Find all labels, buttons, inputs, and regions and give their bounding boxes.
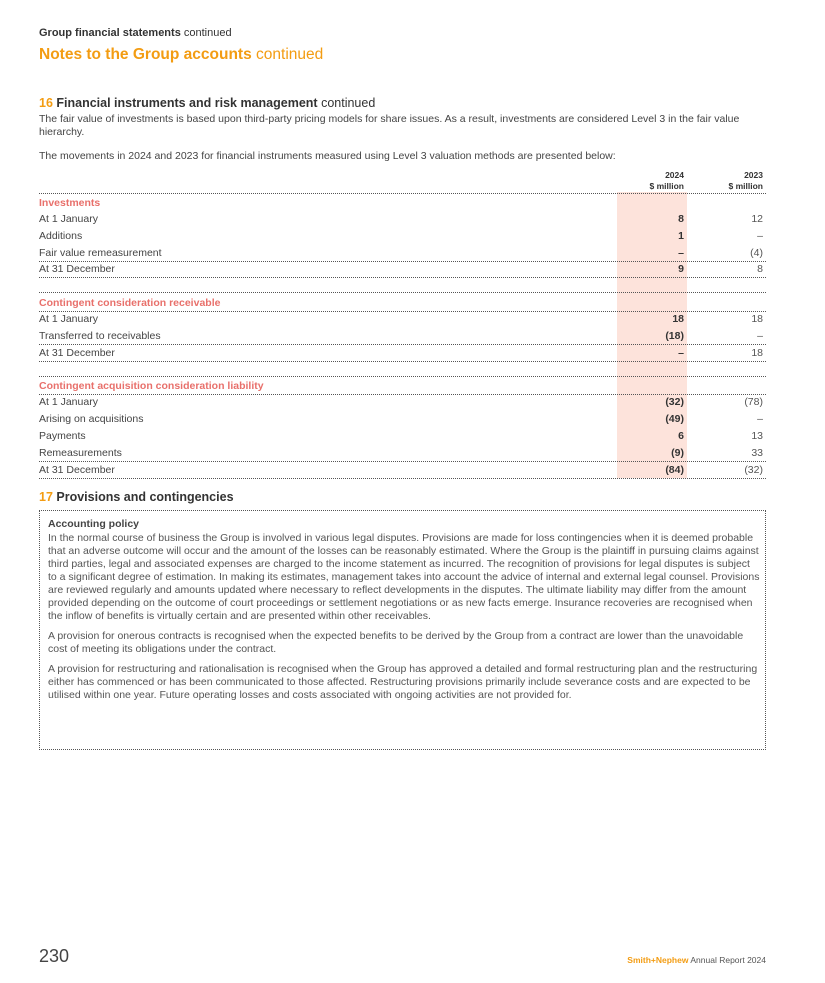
page-title [39, 46, 323, 64]
value-2024: – [678, 347, 684, 359]
row-label: At 1 January [39, 396, 98, 408]
row-label: Additions [39, 230, 83, 242]
note-17-number: 17 [39, 490, 53, 504]
column-2024-year: 2024 [665, 170, 684, 180]
group-heading-investments [39, 195, 766, 212]
group-heading-contingent-receivable [39, 295, 766, 312]
value-2023: 33 [751, 447, 763, 459]
value-2024: 6 [678, 430, 684, 442]
row-label: At 1 January [39, 313, 98, 325]
value-2023: 18 [751, 313, 763, 325]
divider [39, 478, 766, 479]
row-label: Fair value remeasurement [39, 247, 162, 259]
row-label: Investments [39, 197, 101, 209]
table-row [39, 394, 766, 411]
accounting-policy-box [39, 510, 766, 750]
note-16-title: Financial instruments and risk management [56, 96, 318, 110]
value-2024: (32) [665, 396, 684, 408]
column-2023-unit: $ million [728, 181, 763, 191]
value-2023: (4) [750, 247, 763, 259]
value-2024: 9 [678, 263, 684, 275]
column-header-2024 [617, 170, 684, 192]
page-number: 230 [39, 946, 70, 966]
divider [39, 292, 766, 293]
table-row [39, 411, 766, 428]
note-16-paragraph-1: The fair value of investments is based upon third-party pricing models for share issues. As a result, investments are considered Level 3 in the fair value hierarchy. [39, 113, 740, 138]
column-header-2023 [697, 170, 763, 192]
value-2024: – [678, 247, 684, 259]
accounting-policy-heading: Accounting policy [48, 518, 140, 530]
section-continued: continued [183, 27, 232, 39]
value-2023: 13 [751, 430, 763, 442]
note-16-heading [39, 96, 375, 110]
table-row-total [39, 261, 766, 278]
row-label: At 31 December [39, 347, 115, 359]
group-heading-contingent-liability [39, 378, 766, 395]
page-title-continued: continued [256, 46, 324, 63]
brand-name: Smith+Nephew [627, 955, 689, 965]
value-2024: (18) [665, 330, 684, 342]
table-row [39, 245, 766, 262]
value-2024: 18 [672, 313, 684, 325]
table-row [39, 445, 766, 462]
row-label: Arising on acquisitions [39, 413, 144, 425]
divider [39, 376, 766, 377]
table-row [39, 328, 766, 345]
divider [39, 277, 766, 278]
section-header [39, 27, 232, 39]
row-label: Contingent consideration receivable [39, 297, 221, 309]
row-label: At 1 January [39, 213, 98, 225]
table-row [39, 228, 766, 245]
policy-paragraph-1: In the normal course of business the Group is involved in various legal disputes. Provisions are made for loss contingencies when it is deemed probable that an adverse outcome will occur and the amount of the losses can be reasonably estimated. Where the Group is the plaintiff in pursuing claims against third parties, legal and associated expenses are charged to the income statement as incurred. The recognition of provisions for legal disputes is subject to a significant degree of estimation. In making its estimates, management takes into account the advice of internal and external legal counsel. Provisions are reviewed regularly and amounts updated where necessary to reflect developments in the disputes. The ultimate liability may differ from the amount provided depending on the outcome of court proceedings or settlement negotiations or as new facts emerge. Insurance recoveries are recognised when the inflow of benefits is virtually certain and are presented within other receivables. [48, 532, 760, 622]
row-label: Contingent acquisition consideration liability [39, 380, 264, 392]
section-title: Group financial statements [39, 27, 181, 39]
row-label: Payments [39, 430, 86, 442]
policy-paragraph-2: A provision for onerous contracts is recognised when the expected benefits to be derived by the Group from a contract are lower than the unavoidable cost of meeting its obligations under the contract. [48, 630, 744, 655]
value-2023: 8 [757, 263, 763, 275]
value-2024: 1 [678, 230, 684, 242]
note-16-continued: continued [321, 96, 376, 110]
note-17-heading [39, 490, 234, 504]
note-16-paragraph-2: The movements in 2024 and 2023 for financial instruments measured using Level 3 valuation methods are presented below: [39, 150, 616, 162]
report-title: Annual Report 2024 [690, 955, 766, 965]
value-2023: (78) [744, 396, 763, 408]
row-label: At 31 December [39, 464, 115, 476]
value-2023: – [757, 413, 763, 425]
policy-paragraph-3: A provision for restructuring and rationalisation is recognised when the Group has approved a detailed and formal restructuring plan and the restructuring either has commenced or has been communicated to those affected. Restructuring provisions primarily include severance costs and are expected to be utilised within one year. Future operating losses and costs associated with ongoing activities are not provided for. [48, 663, 758, 701]
note-17-title: Provisions and contingencies [56, 490, 234, 504]
value-2024: (49) [665, 413, 684, 425]
note-16-number: 16 [39, 96, 53, 110]
page-title-text: Notes to the Group accounts [39, 46, 252, 63]
value-2024: (84) [665, 464, 684, 476]
table-row-total [39, 345, 766, 362]
table-row [39, 311, 766, 328]
divider [39, 361, 766, 362]
row-label: Remeasurements [39, 447, 122, 459]
row-label: Transferred to receivables [39, 330, 161, 342]
row-label: At 31 December [39, 263, 115, 275]
table-row [39, 211, 766, 228]
column-2023-year: 2023 [744, 170, 763, 180]
value-2023: 12 [751, 213, 763, 225]
value-2024: (9) [671, 447, 684, 459]
value-2024: 8 [678, 213, 684, 225]
table-row [39, 428, 766, 445]
value-2023: 18 [751, 347, 763, 359]
value-2023: – [757, 330, 763, 342]
value-2023: (32) [744, 464, 763, 476]
table-row-total [39, 462, 766, 479]
footer [627, 955, 766, 965]
column-2024-unit: $ million [649, 181, 684, 191]
divider [39, 193, 766, 194]
value-2023: – [757, 230, 763, 242]
